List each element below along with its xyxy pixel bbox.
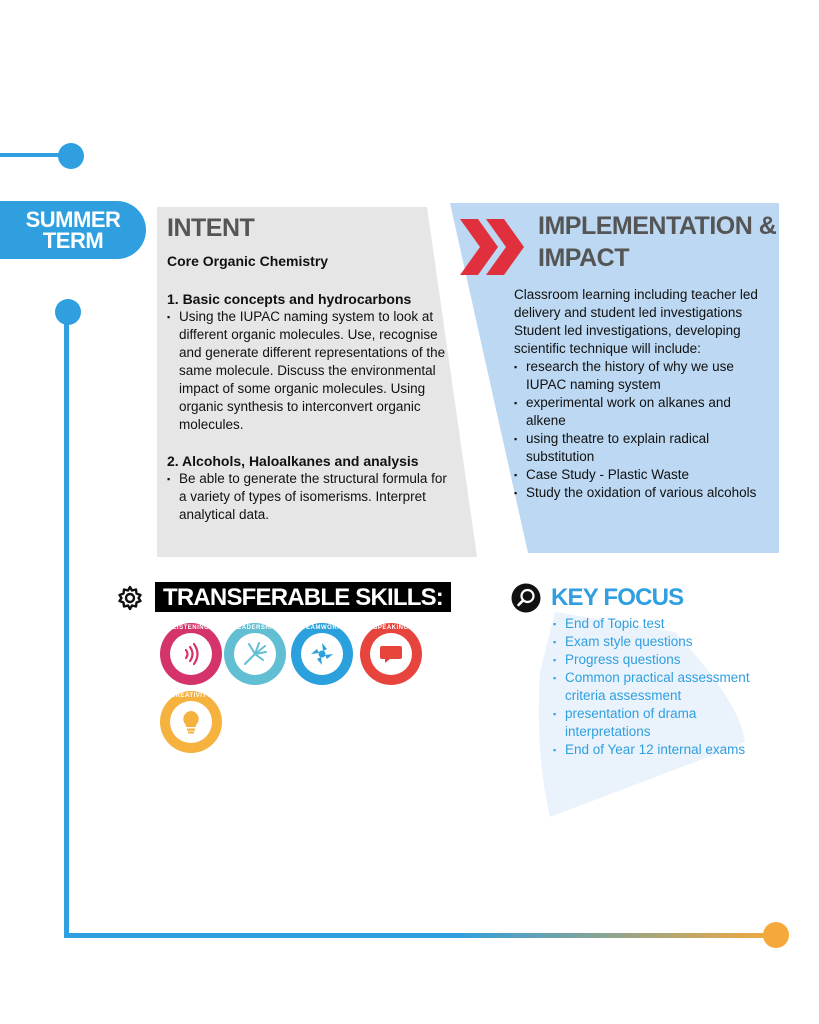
transferable-skills-heading: TRANSFERABLE SKILLS:	[155, 582, 451, 612]
list-item: ▪ Progress questions	[553, 651, 753, 669]
gear-icon	[117, 585, 143, 611]
intent-subtitle: Core Organic Chemistry	[167, 253, 329, 269]
timeline-vertical-line	[64, 312, 69, 938]
intent-section	[167, 214, 447, 524]
term-line-1: SUMMER	[25, 207, 121, 232]
implementation-body	[514, 286, 774, 502]
implementation-heading-line-2: IMPACT	[538, 244, 629, 272]
implementation-heading-line-1: IMPLEMENTATION &	[538, 212, 777, 240]
key-focus-list	[553, 615, 753, 759]
listening-icon	[170, 633, 212, 675]
skill-label: SPEAKING	[373, 625, 409, 631]
skill-label: LISTENING	[172, 625, 210, 631]
intent-section-1-list	[167, 308, 447, 434]
term-line-2: TERM	[42, 228, 104, 253]
list-item: ▪ Case Study - Plastic Waste	[514, 466, 774, 484]
list-item: ▪ Exam style questions	[553, 633, 753, 651]
skill-teamwork	[291, 623, 353, 685]
list-item: ▪ presentation of drama interpretations	[553, 705, 753, 741]
skill-label: LEADERSHIP	[233, 625, 277, 631]
leadership-icon	[234, 633, 276, 675]
implementation-intro-2: Student led investigations, developing scientific technique will include:	[514, 323, 741, 356]
intent-section-2-title: 2. Alcohols, Haloalkanes and analysis	[167, 453, 419, 469]
implementation-heading	[538, 210, 778, 274]
teamwork-icon	[301, 633, 343, 675]
timeline-top-dot	[58, 143, 84, 169]
skill-listening	[160, 623, 222, 685]
list-item: ▪ using theatre to explain radical substitution	[514, 430, 774, 466]
speech-bubble-icon	[370, 633, 412, 675]
skill-label: TEAMWORK	[302, 625, 342, 631]
implementation-intro-1: Classroom learning including teacher led delivery and student led investigations	[514, 287, 758, 320]
implementation-list	[514, 358, 774, 502]
list-item: ▪ Study the oxidation of various alcohols	[514, 484, 774, 502]
double-chevron-icon	[458, 217, 526, 277]
skill-leadership	[224, 623, 286, 685]
list-item: ▪ Common practical assessment criteria assessment	[553, 669, 753, 705]
intent-section-1-title: 1. Basic concepts and hydrocarbons	[167, 291, 412, 307]
term-badge	[0, 201, 146, 259]
key-focus-heading: KEY FOCUS	[551, 584, 684, 611]
timeline-end-dot	[763, 922, 789, 948]
list-item: ▪ Be able to generate the structural formula for a variety of types of isomerisms. Interpret analytical data.	[167, 470, 447, 524]
list-item: ▪ End of Topic test	[553, 615, 753, 633]
timeline-bottom-line	[64, 933, 776, 938]
intent-section-2-list	[167, 470, 447, 524]
search-icon	[511, 583, 541, 613]
lightbulb-icon	[170, 701, 212, 743]
skill-label: CREATIVITY	[170, 693, 212, 699]
list-item: ▪ End of Year 12 internal exams	[553, 741, 753, 759]
intent-heading: INTENT	[167, 214, 255, 242]
skill-speaking	[360, 623, 422, 685]
list-item: ▪ experimental work on alkanes and alkene	[514, 394, 774, 430]
list-item: ▪ research the history of why we use IUPAC naming system	[514, 358, 774, 394]
skill-creativity	[160, 691, 222, 753]
list-item: ▪ Using the IUPAC naming system to look at different organic molecules. Use, recognise and generate different representations of the same molecule. Discuss the environmental impact of some organic molecules. Using organic synthesis to interconvert organic molecules.	[167, 308, 447, 434]
